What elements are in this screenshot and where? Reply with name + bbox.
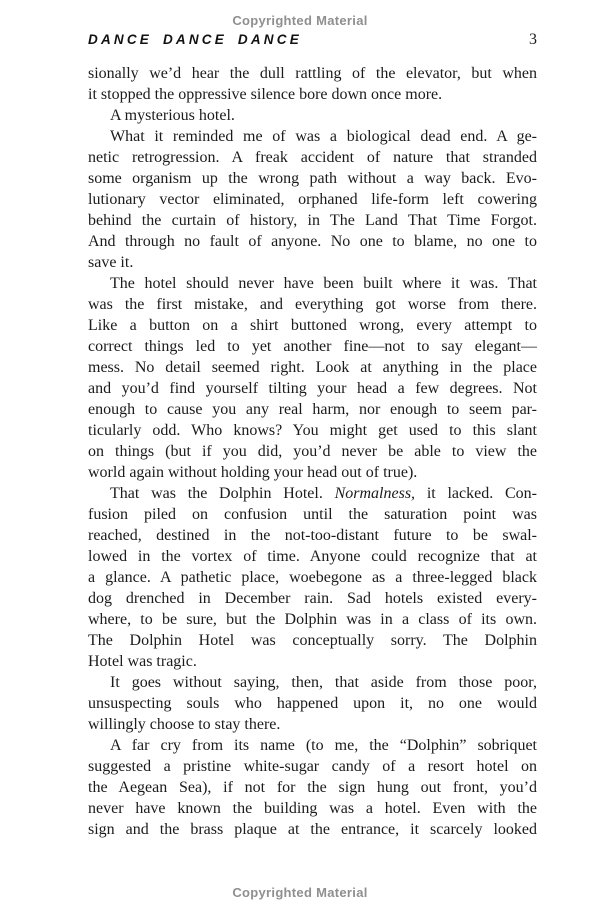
- text-line: [88, 126, 537, 147]
- text-line: [88, 315, 537, 336]
- text-segment: save it.: [88, 254, 134, 271]
- text-segment: willingly choose to stay there.: [88, 716, 281, 733]
- text-segment: netic retrogression. A freak accident of nature that stranded: [88, 149, 537, 166]
- text-segment: enough to cause you any real harm, nor enough to seem par-: [88, 401, 537, 418]
- text-segment: lutionary vector eliminated, orphaned life-form left cowering: [88, 191, 537, 208]
- text-segment: ticularly odd. Who knows? You might get used to this slant: [88, 422, 537, 439]
- text-segment: unsuspecting souls who happened upon it, no one would: [88, 695, 537, 712]
- text-line: [88, 147, 537, 168]
- text-line: [88, 525, 537, 546]
- copyright-notice-bottom: Copyrighted Material: [232, 885, 368, 900]
- text-segment: some organism up the wrong path without a way back. Evo-: [88, 170, 537, 187]
- text-line: [88, 609, 537, 630]
- text-line: [88, 336, 537, 357]
- text-line: [88, 483, 537, 504]
- text-line: [88, 294, 537, 315]
- paragraph: [88, 126, 537, 273]
- text-segment: reached, destined in the not-too-distant future to be swal-: [88, 527, 537, 544]
- text-segment: A far cry from its name (to me, the “Dolphin” sobriquet: [110, 737, 537, 754]
- text-line: [88, 546, 537, 567]
- text-segment: suggested a pristine white-sugar candy of a resort hotel on: [88, 758, 537, 775]
- text-line: [88, 651, 537, 672]
- text-line: [88, 420, 537, 441]
- text-line: [88, 357, 537, 378]
- text-segment: was the first mistake, and everything got worse from there.: [88, 296, 537, 313]
- text-segment: A mysterious hotel.: [110, 107, 235, 124]
- text-line: [88, 399, 537, 420]
- body-text: [88, 63, 537, 840]
- text-segment: That was the Dolphin Hotel.: [110, 485, 335, 502]
- page-number: 3: [529, 31, 537, 48]
- text-line: [88, 693, 537, 714]
- text-segment: it stopped the oppressive silence bore down once more.: [88, 86, 443, 103]
- text-line: [88, 798, 537, 819]
- text-line: [88, 378, 537, 399]
- text-segment: What it reminded me of was a biological dead end. A ge-: [110, 128, 537, 145]
- text-line: [88, 756, 537, 777]
- text-line: [88, 630, 537, 651]
- text-line: [88, 63, 537, 84]
- text-segment: world again without holding your head out of true).: [88, 464, 418, 481]
- paragraph: [88, 735, 537, 840]
- text-line: [88, 462, 537, 483]
- text-segment: where, to be sure, but the Dolphin was in a class of its own.: [88, 611, 537, 628]
- paragraph: [88, 273, 537, 483]
- text-line: [88, 714, 537, 735]
- text-segment: never have known the building was a hotel. Even with the: [88, 800, 537, 817]
- text-line: [88, 252, 537, 273]
- text-line: [88, 231, 537, 252]
- paragraph: [88, 483, 537, 672]
- text-segment: behind the curtain of history, in The Land That Time Forgot.: [88, 212, 537, 229]
- text-line: [88, 588, 537, 609]
- paragraph: [88, 672, 537, 735]
- text-segment: It goes without saying, then, that aside from those poor,: [110, 674, 537, 691]
- text-segment: it lacked. Con-: [415, 485, 537, 502]
- paragraph: [88, 63, 537, 105]
- text-segment: The hotel should never have been built where it was. That: [110, 275, 537, 292]
- text-line: [88, 84, 537, 105]
- text-line: [88, 672, 537, 693]
- text-segment: Like a button on a shirt buttoned wrong, every attempt to: [88, 317, 537, 334]
- text-segment: Hotel was tragic.: [88, 653, 197, 670]
- italic-text: Normalness,: [334, 485, 416, 502]
- copyright-notice-top: Copyrighted Material: [232, 13, 368, 28]
- running-title: DANCE DANCE DANCE: [88, 32, 302, 47]
- text-segment: sionally we’d hear the dull rattling of the elevator, but when: [88, 65, 537, 82]
- text-line: [88, 168, 537, 189]
- text-line: [88, 189, 537, 210]
- text-line: [88, 210, 537, 231]
- text-segment: a glance. A pathetic place, woebegone as a three-legged black: [88, 569, 537, 586]
- text-segment: and you’d find yourself tilting your head a few degrees. Not: [88, 380, 537, 397]
- text-line: [88, 777, 537, 798]
- running-header: [88, 31, 537, 49]
- text-segment: the Aegean Sea), if not for the sign hung out front, you’d: [88, 779, 537, 796]
- text-segment: correct things led to yet another fine—not to say elegant—: [88, 338, 537, 355]
- text-segment: fusion piled on confusion until the saturation point was: [88, 506, 537, 523]
- text-segment: The Dolphin Hotel was conceptually sorry. The Dolphin: [88, 632, 537, 649]
- text-line: [88, 735, 537, 756]
- text-segment: sign and the brass plaque at the entrance, it scarcely looked: [88, 821, 537, 838]
- text-segment: dog drenched in December rain. Sad hotels existed every-: [88, 590, 537, 607]
- text-segment: And through no fault of anyone. No one to blame, no one to: [88, 233, 537, 250]
- text-line: [88, 819, 537, 840]
- text-line: [88, 504, 537, 525]
- text-line: [88, 105, 537, 126]
- text-segment: on things (but if you did, you’d never be able to view the: [88, 443, 537, 460]
- text-line: [88, 567, 537, 588]
- text-line: [88, 273, 537, 294]
- text-segment: lowed in the vortex of time. Anyone could recognize that at: [88, 548, 537, 565]
- paragraph: [88, 105, 537, 126]
- text-line: [88, 441, 537, 462]
- text-segment: mess. No detail seemed right. Look at anything in the place: [88, 359, 537, 376]
